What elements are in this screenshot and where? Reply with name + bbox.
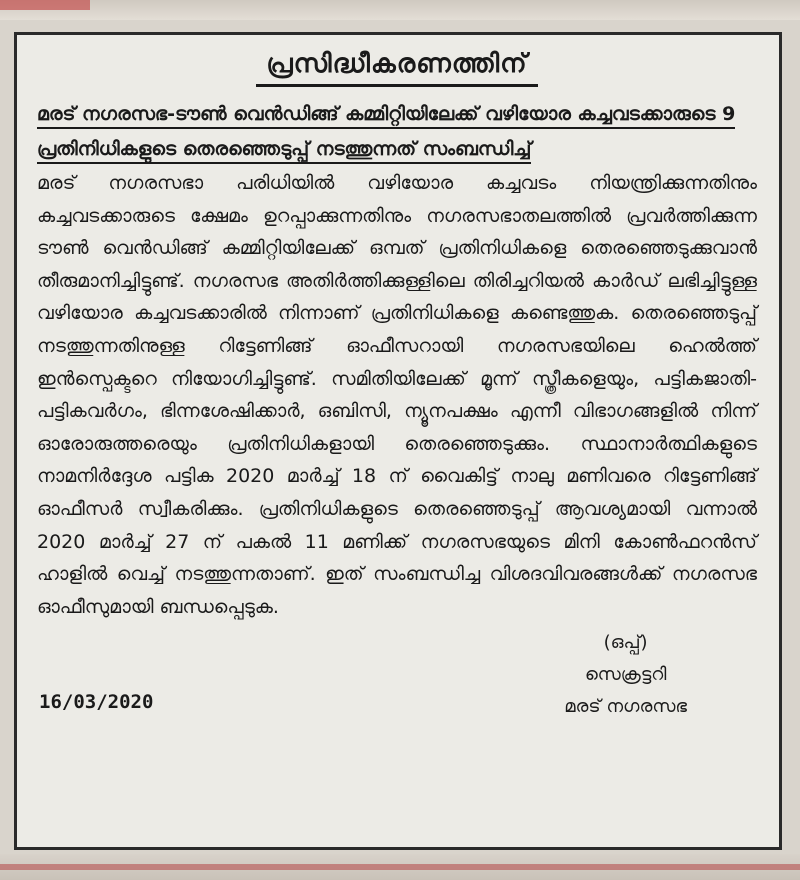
- notice-body: മരട് നഗരസഭാ പരിധിയിൽ വഴിയോര കച്ചവടം നിയന്ത്രിക്കുന്നതിനും കച്ചവടക്കാരുടെ ക്ഷേമം ഉറപ്പാക്കുന്നതിനും നഗരസഭാതലത്തിൽ പ്രവർത്തിക്കുന്ന ടൗൺ വെൻഡിങ്ങ് കമ്മിറ്റിയിലേക്ക് ഒമ്പത് പ്രതിനിധികളെ തെരഞ്ഞെടുക്കുവാൻ തീരുമാനിച്ചിട്ടുണ്ട്. നഗരസഭ അതിർത്തിക്കുള്ളിലെ തിരിച്ചറിയൽ കാർഡ് ലഭിച്ചിട്ടുള്ള വഴിയോര കച്ചവടക്കാരിൽ നിന്നാണ് പ്രതിനിധികളെ കണ്ടെത്തുക. തെരഞ്ഞെടുപ്പ് നടത്തുന്നതിനുള്ള റിട്ടേണിങ്ങ് ഓഫീസറായി നഗരസഭയിലെ ഹെൽത്ത് ഇൻസ്പെക്ടറെ നിയോഗിച്ചിട്ടുണ്ട്. സമിതിയിലേക്ക് മൂന്ന് സ്ത്രീകളെയും, പട്ടികജാതി-പട്ടികവർഗം, ഭിന്നശേഷിക്കാർ, ഒബിസി, ന്യൂനപക്ഷം എന്നീ വിഭാഗങ്ങളിൽ നിന്ന് ഓരോരുത്തരെയും പ്രതിനിധികളായി തെരഞ്ഞെടുക്കും. സ്ഥാനാർത്ഥികളുടെ നാമനിർദ്ദേശ പട്ടിക 2020 മാർച്ച് 18 ന് വൈകിട്ട് നാലു മണിവരെ റിട്ടേണിങ്ങ് ഓഫീസർ സ്വീകരിക്കും. പ്രതിനിധികളുടെ തെരഞ്ഞെടുപ്പ് ആവശ്യമായി വന്നാൽ 2020 മാർച്ച് 27 ന് പകൽ 11 മണിക്ക് നഗരസഭയുടെ മിനി കോൺഫറൻസ് ഹാളിൽ വെച്ച് നടത്തുന്നതാണ്. ഇത് സംബന്ധിച്ച വിശദവിവരങ്ങൾക്ക് നഗരസഭ ഓഫീസുമായി ബന്ധപ്പെടുക.: [37, 172, 757, 618]
- title-wrap: [37, 49, 757, 95]
- notice-title: പ്രസിദ്ധീകരണത്തിന്: [256, 49, 537, 87]
- bottom-red-rule: [0, 864, 800, 870]
- newsprint-bottom-edge: [0, 854, 800, 880]
- signature-block: [564, 627, 687, 723]
- public-notice: [14, 32, 782, 850]
- newsprint-top-edge: [0, 0, 800, 20]
- adjacent-column-bleed: [0, 0, 90, 10]
- notice-date: 16/03/2020: [39, 691, 154, 714]
- signed-mark: (ഒപ്പ്): [603, 632, 648, 654]
- notice-footer: [37, 623, 757, 743]
- notice-subject: [37, 97, 757, 167]
- signatory-title: സെക്രട്ടറി: [584, 664, 667, 686]
- signatory-org: മരട് നഗരസഭ: [564, 696, 687, 718]
- notice-subject-text: മരട് നഗരസഭ-ടൗൺ വെൻഡിങ്ങ് കമ്മിറ്റിയിലേക്ക് വഴിയോര കച്ചവടക്കാരുടെ 9 പ്രതിനിധികളുടെ തെരഞ്ഞെടുപ്പ് നടത്തുന്നത് സംബന്ധിച്ച്: [37, 103, 735, 164]
